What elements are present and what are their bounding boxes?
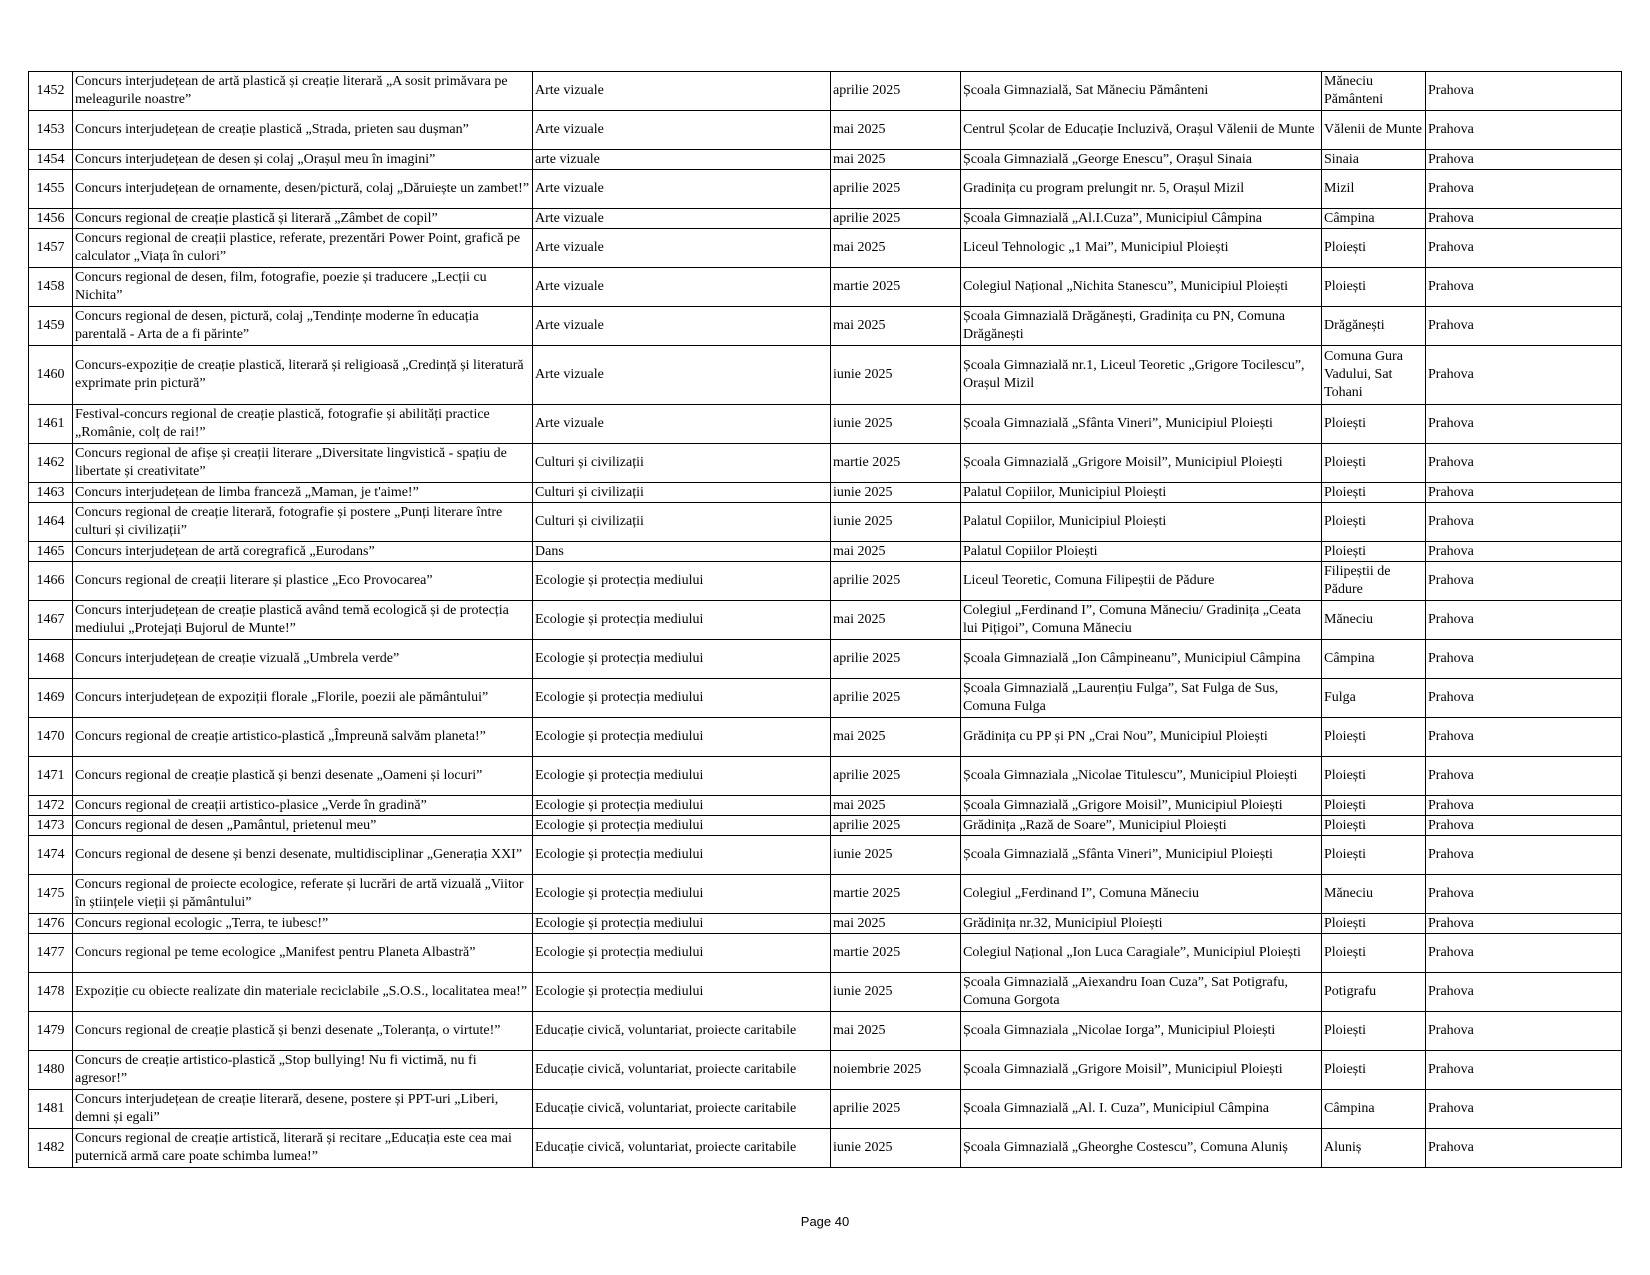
period-cell: mai 2025 — [831, 601, 961, 640]
competition-title: Concurs regional ecologic „Terra, te iubesc!” — [73, 914, 533, 934]
period-cell: martie 2025 — [831, 934, 961, 973]
competition-title: Concurs regional de desen, film, fotografie, poezie și traducere „Lecții cu Nichita” — [73, 268, 533, 307]
competition-title: Concurs regional de desen „Pamântul, prietenul meu” — [73, 816, 533, 836]
row-number: 1476 — [29, 914, 73, 934]
county-cell: Prahova — [1426, 875, 1622, 914]
period-cell: martie 2025 — [831, 268, 961, 307]
county-cell: Prahova — [1426, 718, 1622, 757]
county-cell: Prahova — [1426, 444, 1622, 483]
organizer-cell: Școala Gimnazială „Grigore Moisil”, Municipiul Ploiești — [961, 444, 1322, 483]
competition-title: Concurs regional de creație artistico-plastică „Împreună salvăm planeta!” — [73, 718, 533, 757]
competition-title: Concurs de creație artistico-plastică „Stop bullying! Nu fi victimă, nu fi agresor!” — [73, 1051, 533, 1090]
competition-title: Concurs regional de creații artistico-plasice „Verde în gradină” — [73, 796, 533, 816]
organizer-cell: Școala Gimnazială, Sat Măneciu Pământeni — [961, 72, 1322, 111]
locality-cell: Ploiești — [1322, 1051, 1426, 1090]
county-cell: Prahova — [1426, 640, 1622, 679]
row-number: 1468 — [29, 640, 73, 679]
county-cell: Prahova — [1426, 934, 1622, 973]
organizer-cell: Școala Gimnazială nr.1, Liceul Teoretic „Grigore Tocilescu”, Orașul Mizil — [961, 346, 1322, 405]
domain-cell: Ecologie și protecția mediului — [533, 816, 831, 836]
table-row — [29, 679, 1622, 718]
table-row — [29, 562, 1622, 601]
domain-cell: Ecologie și protecția mediului — [533, 640, 831, 679]
county-cell: Prahova — [1426, 601, 1622, 640]
period-cell: mai 2025 — [831, 229, 961, 268]
period-cell: martie 2025 — [831, 875, 961, 914]
row-number: 1453 — [29, 111, 73, 150]
locality-cell: Câmpina — [1322, 1090, 1426, 1129]
locality-cell: Aluniș — [1322, 1129, 1426, 1168]
table-row — [29, 229, 1622, 268]
competition-title: Concurs interjudețean de limba franceză „Maman, je t'aime!” — [73, 483, 533, 503]
organizer-cell: Grădinița „Rază de Soare”, Municipiul Ploiești — [961, 816, 1322, 836]
competition-title: Concurs regional de creație artistică, literară și recitare „Educația este cea mai puternică armă care poate schimba lumea!” — [73, 1129, 533, 1168]
locality-cell: Mizil — [1322, 170, 1426, 209]
row-number: 1465 — [29, 542, 73, 562]
locality-cell: Comuna Gura Vadului, Sat Tohani — [1322, 346, 1426, 405]
locality-cell: Măneciu — [1322, 875, 1426, 914]
table-row — [29, 973, 1622, 1012]
locality-cell: Ploiești — [1322, 1012, 1426, 1051]
row-number: 1473 — [29, 816, 73, 836]
county-cell: Prahova — [1426, 72, 1622, 111]
row-number: 1470 — [29, 718, 73, 757]
table-row — [29, 268, 1622, 307]
period-cell: mai 2025 — [831, 914, 961, 934]
county-cell: Prahova — [1426, 796, 1622, 816]
table-row — [29, 150, 1622, 170]
organizer-cell: Școala Gimnaziala „Nicolae Titulescu”, Municipiul Ploiești — [961, 757, 1322, 796]
period-cell: iunie 2025 — [831, 405, 961, 444]
table-row — [29, 718, 1622, 757]
organizer-cell: Școala Gimnazială „Al. I. Cuza”, Municipiul Câmpina — [961, 1090, 1322, 1129]
table-row — [29, 542, 1622, 562]
locality-cell: Măneciu Pământeni — [1322, 72, 1426, 111]
row-number: 1452 — [29, 72, 73, 111]
table-row — [29, 72, 1622, 111]
period-cell: aprilie 2025 — [831, 816, 961, 836]
table-row — [29, 307, 1622, 346]
organizer-cell: Palatul Copiilor Ploiești — [961, 542, 1322, 562]
county-cell: Prahova — [1426, 562, 1622, 601]
table-row — [29, 796, 1622, 816]
competition-title: Concurs interjudețean de expoziții florale „Florile, poezii ale pământului” — [73, 679, 533, 718]
county-cell: Prahova — [1426, 405, 1622, 444]
domain-cell: Ecologie și protecția mediului — [533, 601, 831, 640]
organizer-cell: Liceul Teoretic, Comuna Filipeștii de Pădure — [961, 562, 1322, 601]
domain-cell: Culturi și civilizații — [533, 444, 831, 483]
competition-title: Concurs regional de desen, pictură, colaj „Tendințe moderne în educația parentală - Arta de a fi părinte” — [73, 307, 533, 346]
period-cell: aprilie 2025 — [831, 1090, 961, 1129]
period-cell: aprilie 2025 — [831, 209, 961, 229]
locality-cell: Filipeștii de Pădure — [1322, 562, 1426, 601]
competition-title: Expoziție cu obiecte realizate din materiale reciclabile „S.O.S., localitatea mea!” — [73, 973, 533, 1012]
domain-cell: Arte vizuale — [533, 209, 831, 229]
table-row — [29, 1090, 1622, 1129]
period-cell: mai 2025 — [831, 718, 961, 757]
locality-cell: Fulga — [1322, 679, 1426, 718]
county-cell: Prahova — [1426, 170, 1622, 209]
domain-cell: Ecologie și protecția mediului — [533, 914, 831, 934]
locality-cell: Drăgănești — [1322, 307, 1426, 346]
row-number: 1462 — [29, 444, 73, 483]
period-cell: iunie 2025 — [831, 1129, 961, 1168]
organizer-cell: Palatul Copiilor, Municipiul Ploiești — [961, 483, 1322, 503]
row-number: 1469 — [29, 679, 73, 718]
row-number: 1474 — [29, 836, 73, 875]
locality-cell: Ploiești — [1322, 405, 1426, 444]
period-cell: aprilie 2025 — [831, 170, 961, 209]
county-cell: Prahova — [1426, 816, 1622, 836]
county-cell: Prahova — [1426, 542, 1622, 562]
competition-title: Concurs regional pe teme ecologice „Manifest pentru Planeta Albastră” — [73, 934, 533, 973]
row-number: 1455 — [29, 170, 73, 209]
locality-cell: Măneciu — [1322, 601, 1426, 640]
competition-title: Concurs regional de creație plastică și benzi desenate „Oameni și locuri” — [73, 757, 533, 796]
competition-title: Concurs regional de creații literare și plastice „Eco Provocarea” — [73, 562, 533, 601]
domain-cell: Educație civică, voluntariat, proiecte caritabile — [533, 1090, 831, 1129]
county-cell: Prahova — [1426, 1129, 1622, 1168]
domain-cell: Ecologie și protecția mediului — [533, 679, 831, 718]
locality-cell: Vălenii de Munte — [1322, 111, 1426, 150]
row-number: 1458 — [29, 268, 73, 307]
organizer-cell: Palatul Copiilor, Municipiul Ploiești — [961, 503, 1322, 542]
period-cell: iunie 2025 — [831, 503, 961, 542]
table-row — [29, 934, 1622, 973]
table-row — [29, 170, 1622, 209]
domain-cell: Arte vizuale — [533, 111, 831, 150]
organizer-cell: Școala Gimnazială „Grigore Moisil”, Municipiul Ploiești — [961, 796, 1322, 816]
domain-cell: Ecologie și protecția mediului — [533, 562, 831, 601]
locality-cell: Ploiești — [1322, 718, 1426, 757]
period-cell: mai 2025 — [831, 1012, 961, 1051]
locality-cell: Ploiești — [1322, 796, 1426, 816]
competition-title: Concurs regional de creație plastică și literară „Zâmbet de copil” — [73, 209, 533, 229]
organizer-cell: Școala Gimnazială „Sfânta Vineri”, Municipiul Ploiești — [961, 836, 1322, 875]
domain-cell: Ecologie și protecția mediului — [533, 973, 831, 1012]
locality-cell: Potigrafu — [1322, 973, 1426, 1012]
domain-cell: arte vizuale — [533, 150, 831, 170]
period-cell: iunie 2025 — [831, 483, 961, 503]
row-number: 1464 — [29, 503, 73, 542]
domain-cell: Ecologie și protecția mediului — [533, 796, 831, 816]
domain-cell: Arte vizuale — [533, 346, 831, 405]
competition-title: Concurs regional de afișe și creații literare „Diversitate lingvistică - spațiu de libertate și creativitate” — [73, 444, 533, 483]
county-cell: Prahova — [1426, 1012, 1622, 1051]
domain-cell: Culturi și civilizații — [533, 483, 831, 503]
row-number: 1478 — [29, 973, 73, 1012]
table-row — [29, 1012, 1622, 1051]
table-row — [29, 757, 1622, 796]
table-row — [29, 914, 1622, 934]
domain-cell: Dans — [533, 542, 831, 562]
county-cell: Prahova — [1426, 757, 1622, 796]
organizer-cell: Școala Gimnazială „George Enescu”, Orașul Sinaia — [961, 150, 1322, 170]
organizer-cell: Liceul Tehnologic „1 Mai”, Municipiul Ploiești — [961, 229, 1322, 268]
table-row — [29, 601, 1622, 640]
county-cell: Prahova — [1426, 229, 1622, 268]
organizer-cell: Școala Gimnazială „Laurențiu Fulga”, Sat Fulga de Sus, Comuna Fulga — [961, 679, 1322, 718]
domain-cell: Ecologie și protecția mediului — [533, 836, 831, 875]
row-number: 1479 — [29, 1012, 73, 1051]
organizer-cell: Colegiul Național „Ion Luca Caragiale”, Municipiul Ploiești — [961, 934, 1322, 973]
table-row — [29, 209, 1622, 229]
row-number: 1460 — [29, 346, 73, 405]
row-number: 1471 — [29, 757, 73, 796]
row-number: 1456 — [29, 209, 73, 229]
competition-title: Concurs interjudețean de creație vizuală „Umbrela verde” — [73, 640, 533, 679]
organizer-cell: Colegiul „Ferdinand I”, Comuna Măneciu — [961, 875, 1322, 914]
locality-cell: Câmpina — [1322, 640, 1426, 679]
competition-title: Concurs regional de proiecte ecologice, referate și lucrări de artă vizuală „Viitor în științele vieții și pământului” — [73, 875, 533, 914]
row-number: 1475 — [29, 875, 73, 914]
county-cell: Prahova — [1426, 111, 1622, 150]
locality-cell: Ploiești — [1322, 542, 1426, 562]
organizer-cell: Școala Gimnazială „Sfânta Vineri”, Municipiul Ploiești — [961, 405, 1322, 444]
row-number: 1459 — [29, 307, 73, 346]
competition-title: Concurs interjudețean de ornamente, desen/pictură, colaj „Dăruiește un zambet!” — [73, 170, 533, 209]
county-cell: Prahova — [1426, 836, 1622, 875]
table-row — [29, 111, 1622, 150]
table-row — [29, 346, 1622, 405]
domain-cell: Arte vizuale — [533, 170, 831, 209]
period-cell: aprilie 2025 — [831, 72, 961, 111]
competition-title: Festival-concurs regional de creație plastică, fotografie și abilități practice „Românie, colț de rai!” — [73, 405, 533, 444]
period-cell: mai 2025 — [831, 307, 961, 346]
domain-cell: Ecologie și protecția mediului — [533, 718, 831, 757]
county-cell: Prahova — [1426, 346, 1622, 405]
period-cell: aprilie 2025 — [831, 640, 961, 679]
period-cell: aprilie 2025 — [831, 757, 961, 796]
competition-title: Concurs regional de creații plastice, referate, prezentări Power Point, grafică pe calculator „Viața în culori” — [73, 229, 533, 268]
locality-cell: Ploiești — [1322, 503, 1426, 542]
organizer-cell: Centrul Școlar de Educație Incluzivă, Orașul Vălenii de Munte — [961, 111, 1322, 150]
page-number: Page 40 — [800, 1214, 850, 1229]
domain-cell: Ecologie și protecția mediului — [533, 934, 831, 973]
county-cell: Prahova — [1426, 503, 1622, 542]
domain-cell: Arte vizuale — [533, 268, 831, 307]
domain-cell: Arte vizuale — [533, 307, 831, 346]
county-cell: Prahova — [1426, 679, 1622, 718]
table-body — [29, 72, 1622, 1168]
locality-cell: Ploiești — [1322, 816, 1426, 836]
row-number: 1467 — [29, 601, 73, 640]
organizer-cell: Grădinița cu PP și PN „Crai Nou”, Municipiul Ploiești — [961, 718, 1322, 757]
period-cell: iunie 2025 — [831, 973, 961, 1012]
table-row — [29, 875, 1622, 914]
row-number: 1472 — [29, 796, 73, 816]
row-number: 1466 — [29, 562, 73, 601]
competition-title: Concurs regional de desene și benzi desenate, multidisciplinar „Generația XXI” — [73, 836, 533, 875]
competition-title: Concurs interjudețean de desen și colaj „Orașul meu în imagini” — [73, 150, 533, 170]
competition-title: Concurs interjudețean de creație literară, desene, postere și PPT-uri „Liberi, demni și egali” — [73, 1090, 533, 1129]
county-cell: Prahova — [1426, 307, 1622, 346]
row-number: 1463 — [29, 483, 73, 503]
domain-cell: Educație civică, voluntariat, proiecte caritabile — [533, 1129, 831, 1168]
table-row — [29, 405, 1622, 444]
competition-title: Concurs regional de creație literară, fotografie și postere „Punți literare între culturi și civilizații” — [73, 503, 533, 542]
domain-cell: Arte vizuale — [533, 405, 831, 444]
table-row — [29, 640, 1622, 679]
county-cell: Prahova — [1426, 483, 1622, 503]
locality-cell: Ploiești — [1322, 268, 1426, 307]
organizer-cell: Școala Gimnazială „Gheorghe Costescu”, Comuna Aluniș — [961, 1129, 1322, 1168]
locality-cell: Ploiești — [1322, 229, 1426, 268]
row-number: 1482 — [29, 1129, 73, 1168]
competition-title: Concurs interjudețean de artă plastică și creație literară „A sosit primăvara pe meleagurile noastre” — [73, 72, 533, 111]
table-row — [29, 816, 1622, 836]
domain-cell: Ecologie și protecția mediului — [533, 875, 831, 914]
competition-title: Concurs interjudețean de artă coregrafică „Eurodans” — [73, 542, 533, 562]
competition-title: Concurs interjudețean de creație plastică „Strada, prieten sau dușman” — [73, 111, 533, 150]
table-row — [29, 483, 1622, 503]
organizer-cell: Școala Gimnaziala „Nicolae Iorga”, Municipiul Ploiești — [961, 1012, 1322, 1051]
county-cell: Prahova — [1426, 973, 1622, 1012]
organizer-cell: Școala Gimnazială „Aiexandru Ioan Cuza”, Sat Potigrafu, Comuna Gorgota — [961, 973, 1322, 1012]
competitions-table — [28, 71, 1622, 1168]
locality-cell: Sinaia — [1322, 150, 1426, 170]
competition-title: Concurs regional de creație plastică și benzi desenate „Toleranța, o virtute!” — [73, 1012, 533, 1051]
county-cell: Prahova — [1426, 914, 1622, 934]
county-cell: Prahova — [1426, 1090, 1622, 1129]
organizer-cell: Școala Gimnazială „Grigore Moisil”, Municipiul Ploiești — [961, 1051, 1322, 1090]
row-number: 1457 — [29, 229, 73, 268]
period-cell: mai 2025 — [831, 111, 961, 150]
domain-cell: Educație civică, voluntariat, proiecte caritabile — [533, 1012, 831, 1051]
locality-cell: Câmpina — [1322, 209, 1426, 229]
domain-cell: Educație civică, voluntariat, proiecte caritabile — [533, 1051, 831, 1090]
table-row — [29, 1129, 1622, 1168]
row-number: 1454 — [29, 150, 73, 170]
period-cell: noiembrie 2025 — [831, 1051, 961, 1090]
organizer-cell: Școala Gimnazială „Ion Câmpineanu”, Municipiul Câmpina — [961, 640, 1322, 679]
table-row — [29, 1051, 1622, 1090]
locality-cell: Ploiești — [1322, 914, 1426, 934]
organizer-cell: Gradinița cu program prelungit nr. 5, Orașul Mizil — [961, 170, 1322, 209]
period-cell: aprilie 2025 — [831, 679, 961, 718]
competition-title: Concurs-expoziție de creație plastică, literară și religioasă „Credință și literatură exprimate prin pictură” — [73, 346, 533, 405]
organizer-cell: Colegiul „Ferdinand I”, Comuna Măneciu/ Gradinița „Ceata lui Pițigoi”, Comuna Măneciu — [961, 601, 1322, 640]
competition-title: Concurs interjudețean de creație plastică având temă ecologică și de protecția mediului „Protejați Bujorul de Munte!” — [73, 601, 533, 640]
domain-cell: Arte vizuale — [533, 229, 831, 268]
row-number: 1477 — [29, 934, 73, 973]
row-number: 1481 — [29, 1090, 73, 1129]
organizer-cell: Colegiul Național „Nichita Stanescu”, Municipiul Ploiești — [961, 268, 1322, 307]
county-cell: Prahova — [1426, 268, 1622, 307]
locality-cell: Ploiești — [1322, 836, 1426, 875]
organizer-cell: Grădinița nr.32, Municipiul Ploiești — [961, 914, 1322, 934]
period-cell: aprilie 2025 — [831, 562, 961, 601]
period-cell: martie 2025 — [831, 444, 961, 483]
row-number: 1461 — [29, 405, 73, 444]
row-number: 1480 — [29, 1051, 73, 1090]
county-cell: Prahova — [1426, 150, 1622, 170]
domain-cell: Culturi și civilizații — [533, 503, 831, 542]
locality-cell: Ploiești — [1322, 934, 1426, 973]
county-cell: Prahova — [1426, 209, 1622, 229]
locality-cell: Ploiești — [1322, 444, 1426, 483]
period-cell: iunie 2025 — [831, 346, 961, 405]
organizer-cell: Școala Gimnazială Drăgănești, Gradinița cu PN, Comuna Drăgănești — [961, 307, 1322, 346]
period-cell: mai 2025 — [831, 150, 961, 170]
organizer-cell: Școala Gimnazială „Al.I.Cuza”, Municipiul Câmpina — [961, 209, 1322, 229]
period-cell: iunie 2025 — [831, 836, 961, 875]
table-row — [29, 503, 1622, 542]
domain-cell: Ecologie și protecția mediului — [533, 757, 831, 796]
locality-cell: Ploiești — [1322, 483, 1426, 503]
period-cell: mai 2025 — [831, 542, 961, 562]
locality-cell: Ploiești — [1322, 757, 1426, 796]
domain-cell: Arte vizuale — [533, 72, 831, 111]
table-row — [29, 836, 1622, 875]
county-cell: Prahova — [1426, 1051, 1622, 1090]
period-cell: mai 2025 — [831, 796, 961, 816]
table-row — [29, 444, 1622, 483]
